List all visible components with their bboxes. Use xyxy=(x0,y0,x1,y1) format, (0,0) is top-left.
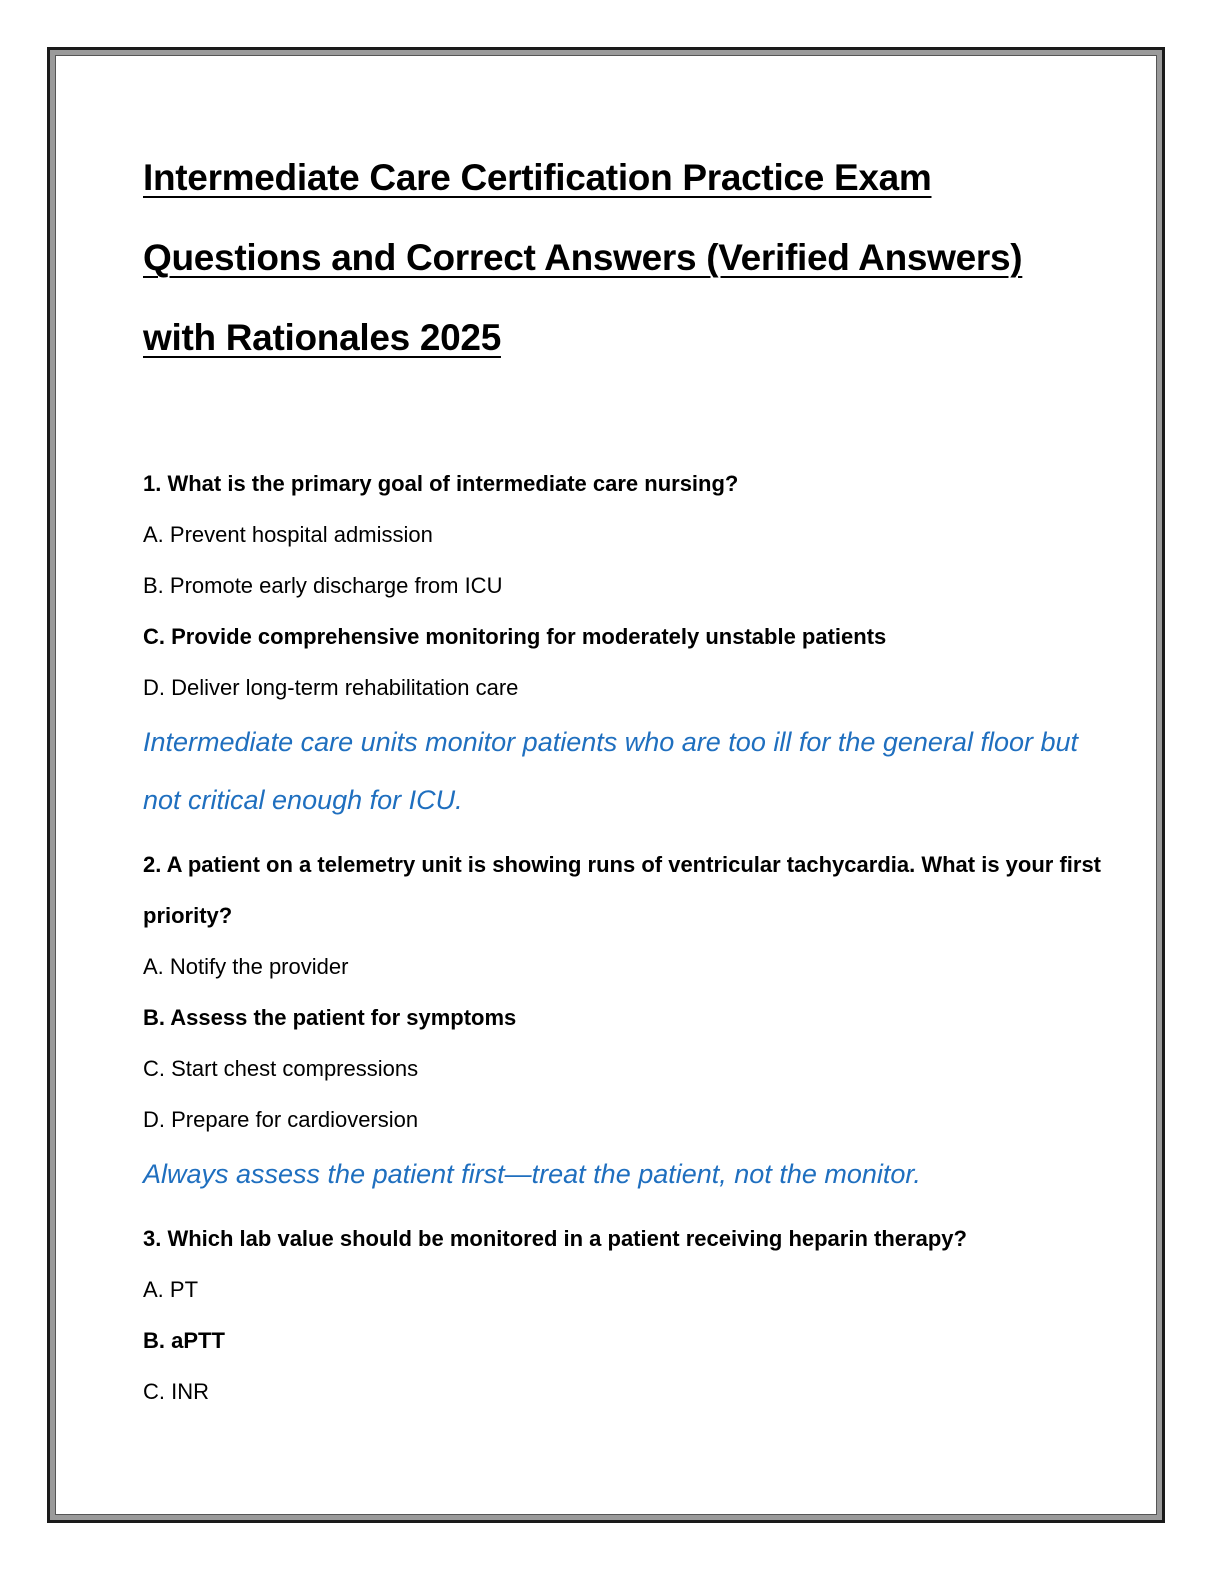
question-list xyxy=(143,458,1103,1417)
question-text: 3. Which lab value should be monitored in a patient receiving heparin therapy? xyxy=(143,1226,967,1251)
title-line-2: Questions and Correct Answers (Verified Answers) xyxy=(143,237,1023,278)
option-a: A. Prevent hospital admission xyxy=(143,522,433,547)
document-title xyxy=(143,138,1103,378)
option-a: A. PT xyxy=(143,1277,199,1302)
option-d: D. Prepare for cardioversion xyxy=(143,1107,419,1132)
option-a: A. Notify the provider xyxy=(143,954,349,979)
option-b-correct-answer: B. aPTT xyxy=(143,1328,225,1353)
option-c: C. INR xyxy=(143,1379,209,1404)
rationale: Always assess the patient first—treat the patient, not the monitor. xyxy=(143,1159,921,1189)
rationale: Intermediate care units monitor patients who are too ill for the general floor but not critical enough for ICU. xyxy=(143,727,1079,815)
title-line-3: with Rationales 2025 xyxy=(143,317,501,358)
option-c: C. Start chest compressions xyxy=(143,1056,419,1081)
option-b: B. Promote early discharge from ICU xyxy=(143,573,503,598)
document-body xyxy=(143,138,1103,1417)
option-c-correct-answer: C. Provide comprehensive monitoring for moderately unstable patients xyxy=(143,624,887,649)
option-d: D. Deliver long-term rehabilitation care xyxy=(143,675,519,700)
question-text: 2. A patient on a telemetry unit is showing runs of ventricular tachycardia. What is your first priority? xyxy=(143,852,1102,928)
question-2 xyxy=(143,839,1103,1203)
question-3 xyxy=(143,1213,1103,1417)
question-1 xyxy=(143,458,1103,829)
question-text: 1. What is the primary goal of intermediate care nursing? xyxy=(143,471,739,496)
title-line-1: Intermediate Care Certification Practice Exam xyxy=(143,157,932,198)
option-b-correct-answer: B. Assess the patient for symptoms xyxy=(143,1005,517,1030)
